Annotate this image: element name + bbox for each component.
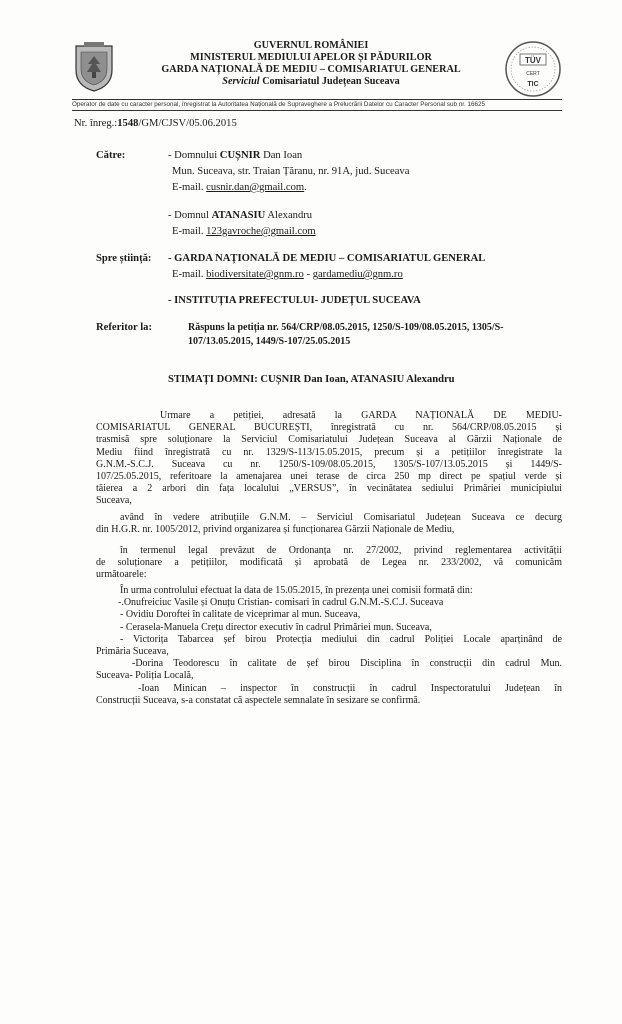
cc-recipient-1: - GARDA NAȚIONALĂ DE MEDIU – COMISARIATUL GENERAL xyxy=(168,253,486,264)
p4-line: -Dorina Teodorescu în calitate de șef birou Disciplina în construcții din cadrul Mun. xyxy=(132,658,562,670)
p1-line: Urmare a petiției, adresată la GARDA NAȚIONALĂ DE MEDIU- xyxy=(160,410,562,421)
p1-line: COMISARIATUL GENERAL BUCUREȘTI, înregistrată cu nr. 564/CRP/08.05.2015 și xyxy=(96,422,562,434)
p1-line: G.N.M.-S.C.J. Suceava cu nr. 1250/S-109/08.05.2015, 1305/S-107/13.05.2015 și 1449/S- xyxy=(96,458,562,470)
cc-email-1-link[interactable]: biodiversitate@gnm.ro xyxy=(206,269,304,280)
cc-email-2-link[interactable]: gardamediu@gnm.ro xyxy=(312,269,403,280)
p4-line: Primăria Suceava, xyxy=(96,646,169,658)
cc-recipient-1-email: E-mail. biodiversitate@gnm.ro - gardamediu@gnm.ro xyxy=(172,269,403,280)
cc-recipient-2: - INSTITUȚIA PREFECTULUI- JUDEȚUL SUCEAVA xyxy=(168,295,421,306)
p3-line: de soluționare a petițiilor, modificată și aprobată de Legea nr. 233/2002, vă comunicăm xyxy=(96,557,562,569)
p1-line: tăierea a 2 arbori din fața localului „VERSUS”, în vecinătatea sediului Primăriei municipiului xyxy=(96,483,562,495)
paragraph-4 xyxy=(96,585,562,707)
p4-line: - Ovidiu Doroftei în calitate de viceprimar al mun. Suceava, xyxy=(120,609,361,621)
recipient-2-name: - Domnul ATANASIU Alexandru xyxy=(168,210,313,221)
p1-line: Mediu fiind înregistrată cu nr. 1329/S-113/15.05.2015, precum și a petițiilor înregistrate la xyxy=(96,446,562,458)
to-label: Către: xyxy=(96,150,126,161)
header-divider xyxy=(72,99,562,100)
cert-top-text: TÜV xyxy=(525,56,541,65)
operator-note: Operator de date cu caracter personal, înregistrat la Autoritatea Națională de Supraveghere a Prelucrării Datelor cu Caracter Personal sub nr. 16625 xyxy=(72,101,486,108)
p4-line: Suceava- Poliția Locală, xyxy=(96,670,194,682)
paragraph-3 xyxy=(96,545,562,582)
ref-line-1: Răspuns la petiția nr. 564/CRP/08.05.2015, 1250/S-109/08.05.2015, 1305/S- xyxy=(188,322,504,333)
coat-of-arms-icon xyxy=(72,42,116,92)
header-line-2: MINISTERUL MEDIULUI APELOR ȘI PĂDURILOR xyxy=(190,52,432,63)
recipient-2-email: E-mail. 123gavroche@gmail.com xyxy=(172,226,316,237)
recipient-1-name: - Domnului CUȘNIR Dan Ioan xyxy=(168,150,303,161)
p2-line: din H.G.R. nr. 1005/2012, privind organizarea și funcționarea Gărzii Naționale de Mediu, xyxy=(96,524,455,536)
recipient-1-email-link[interactable]: cusnir.dan@gmail.com xyxy=(206,182,305,193)
p4-line: -Ioan Minican – inspector în construcții în cadrul Inspectoratului Județean în xyxy=(138,682,562,694)
p1-line: 107/25.05.2015, referitoare la amenajarea unei terase de circa 250 mp direct pe spațiul verde și xyxy=(96,471,562,483)
p3-line: în termenul legal prevăzut de Ordonanța nr. 27/2002, privind reglementarea activității xyxy=(120,545,562,556)
letterhead xyxy=(72,40,562,98)
salutation: STIMAȚI DOMNI: CUȘNIR Dan Ioan, ATANASIU Alexandru xyxy=(168,374,455,385)
paragraph-2 xyxy=(96,512,562,536)
header-line-1: GUVERNUL ROMÂNIEI xyxy=(253,40,369,51)
p4-line: - Cerasela-Manuela Crețu director executiv în cadrul Primăriei mun. Suceava, xyxy=(120,621,432,633)
ref-line-2: 107/13.05.2015, 1449/S-107/25.05.2015 xyxy=(188,336,351,347)
recipient-1-address: Mun. Suceava, str. Traian Țăranu, nr. 91A, jud. Suceava xyxy=(172,166,410,177)
p4-line: În urma controlului efectuat la data de 15.05.2015, în prezența unei comisii formată din: xyxy=(120,585,473,596)
recipient-2-email-link[interactable]: 123gavroche@gmail.com xyxy=(206,226,316,237)
p2-line: având în vedere atribuțiile G.N.M. – Serviciul Comisariatul Județean Suceava ce decurg xyxy=(120,512,562,523)
p1-line: Suceava, xyxy=(96,495,132,507)
registration-number: Nr. înreg.:1548/GM/CJSV/05.06.2015 xyxy=(74,118,237,129)
letterhead-text xyxy=(120,40,502,88)
p4-line: - Victorița Tabarcea șef birou Protecția mediului din cadrul Poliției Locale aparținând de xyxy=(120,633,562,645)
p1-line: trasmisă spre soluționare la Serviciul Comisariatului Județean Suceava al Gărzii Naționale de xyxy=(96,434,562,446)
cc-label: Spre știință: xyxy=(96,253,152,264)
recipient-1-email: E-mail. cusnir.dan@gmail.com. xyxy=(172,182,307,193)
cert-bot-text: TIC xyxy=(527,81,539,88)
header-line-4: Serviciul Comisariatul Județean Suceava xyxy=(222,76,400,87)
paragraph-1 xyxy=(96,410,562,508)
p4-line: Construcții Suceava, s-a constatat că aspectele semnalate în sesizare se confirmă. xyxy=(96,694,421,706)
operator-divider xyxy=(72,110,562,111)
ref-label: Referitor la: xyxy=(96,322,152,333)
cert-mid-text: CERT xyxy=(526,71,540,77)
header-line-3: GARDA NAȚIONALĂ DE MEDIU – COMISARIATUL GENERAL xyxy=(161,64,461,75)
p4-line: -.Onufreiciuc Vasile și Onuțu Cristian- comisari în cadrul G.N.M.-S.C.J. Suceava xyxy=(118,597,444,609)
certification-seal-icon xyxy=(504,40,562,98)
p3-line: următoarele: xyxy=(96,569,147,581)
